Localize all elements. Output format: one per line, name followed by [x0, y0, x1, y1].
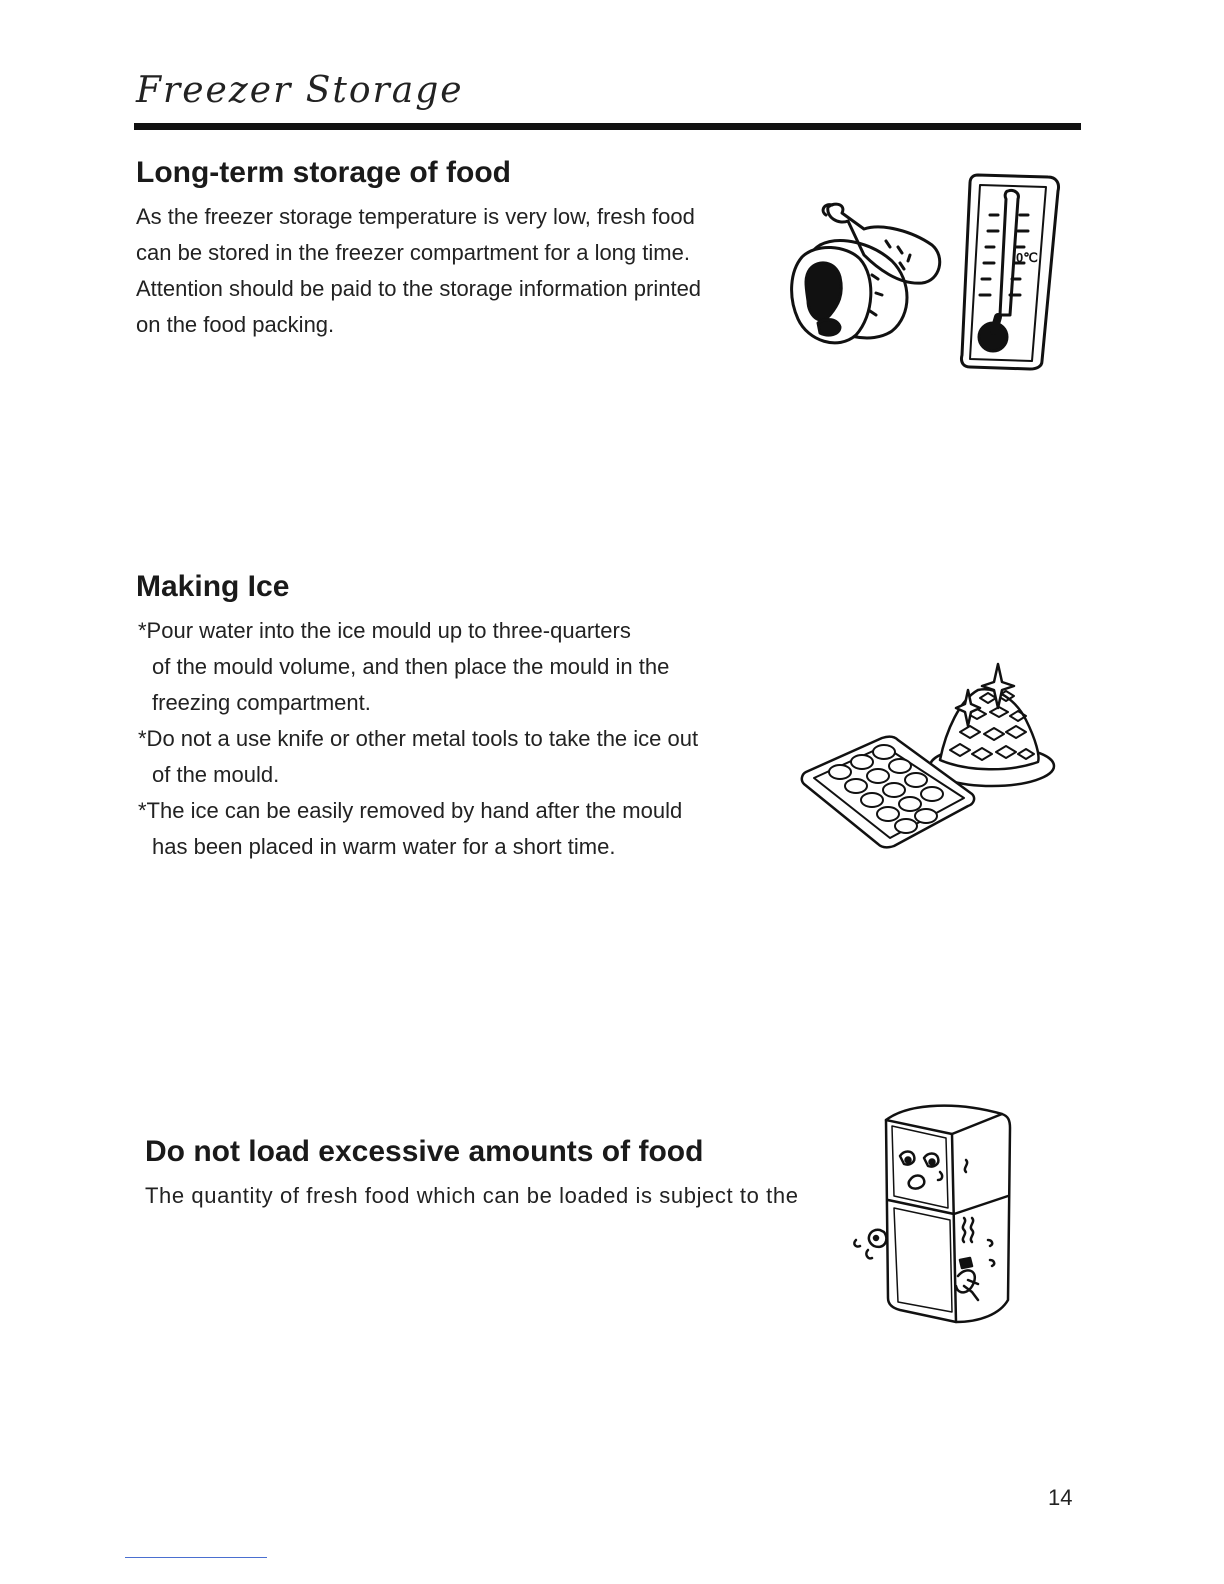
section-body-making-ice	[138, 613, 698, 865]
body-line: freezing compartment.	[152, 690, 371, 715]
body-line: of the mould.	[152, 762, 280, 787]
footer-rule	[125, 1557, 267, 1558]
section-heading-long-term-storage: Long-term storage of food	[136, 156, 511, 189]
body-line: can be stored in the freezer compartment for a long time.	[136, 240, 690, 265]
title-rule	[134, 123, 1081, 130]
body-line: The quantity of fresh food which can be loaded is subject to the	[145, 1183, 799, 1208]
section-body-long-term-storage	[136, 199, 701, 343]
body-line: *Pour water into the ice mould up to three-quarters	[138, 618, 631, 643]
body-line: has been placed in warm water for a short time.	[152, 834, 616, 859]
page-title: Freezer Storage	[136, 70, 464, 111]
body-line: As the freezer storage temperature is very low, fresh food	[136, 204, 695, 229]
body-line: *Do not a use knife or other metal tools to take the ice out	[138, 726, 699, 751]
overloaded-refrigerator-icon	[840, 1100, 1020, 1330]
section-body-excessive-food	[145, 1178, 799, 1214]
ice-tray-and-ice-cubes-icon	[800, 660, 1060, 860]
page-number: 14	[1048, 1485, 1073, 1510]
body-line: of the mould volume, and then place the mould in the	[152, 654, 670, 679]
section-heading-excessive-food: Do not load excessive amounts of food	[145, 1135, 704, 1168]
section-heading-making-ice: Making Ice	[136, 570, 290, 603]
body-line: on the food packing.	[136, 312, 335, 337]
thermometer-label: 0℃	[1016, 250, 1038, 265]
body-line: Attention should be paid to the storage information printed	[136, 276, 702, 301]
meat-and-thermometer-icon	[780, 165, 1070, 375]
body-line: *The ice can be easily removed by hand after the mould	[138, 798, 683, 823]
